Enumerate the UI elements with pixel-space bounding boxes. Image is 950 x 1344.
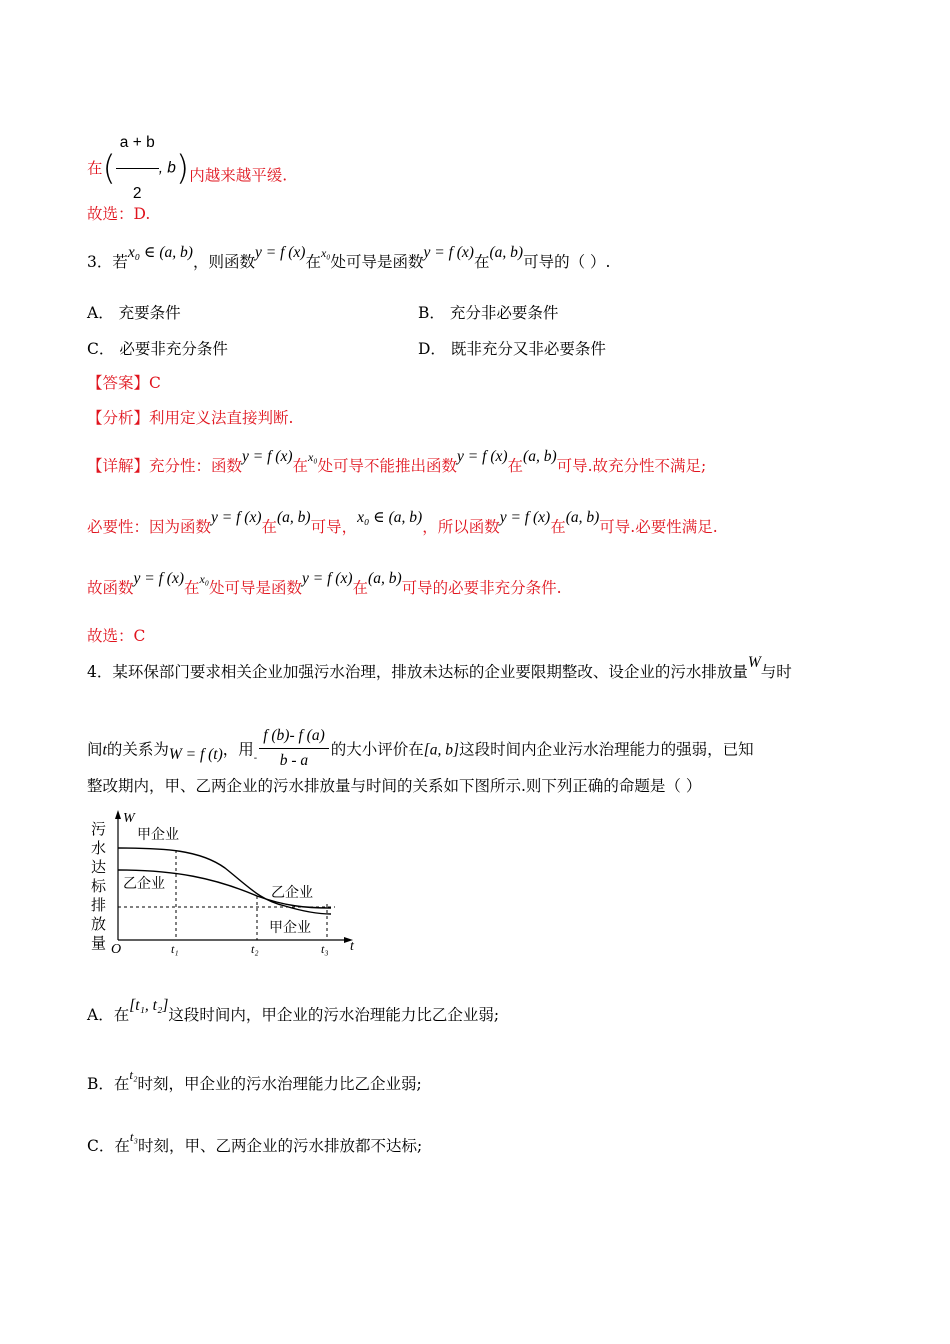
q4-w: W [747,654,761,671]
detail-2-ab-2: (a, b) [565,509,600,526]
text-then-function: ，则函数 [192,253,255,271]
detail-3-c: 处可导是函数 [209,579,303,597]
detail-3-a: 故函数 [87,579,134,597]
detail-2-e: 在 [550,518,566,536]
question-4-line-1 [87,654,792,683]
option-4c[interactable] [87,1129,423,1157]
rate-fraction [259,724,329,773]
option-a-label: A． [87,304,114,322]
detail-line-3 [87,570,562,599]
t2-label: t₂ [251,942,259,956]
option-c-text: 必要非充分条件 [119,340,228,358]
ylabel-char-4: 排 [91,898,107,914]
q4-relation: W = f (t) [168,745,223,763]
q4-text-2b: 的关系为 [106,740,169,759]
text-zai: 在 [87,159,103,178]
fraction-denominator: 2 [132,185,142,202]
detail-1-d: 在 [507,457,524,475]
option-c[interactable] [87,337,228,359]
ylabel-char-5: 放 [91,917,107,933]
q4-minus: - [253,752,258,764]
text-differentiable-at: 处可导是函数 [330,253,424,271]
answer-line [87,373,161,393]
jia-top-label: 甲企业 [137,828,179,843]
option-4b-t: t₂ [129,1067,138,1082]
answer-tag: 【答案】 [87,374,150,392]
q4-text-2d: 的大小评价在 [330,740,424,759]
yi-right-label: 乙企业 [271,886,313,901]
option-d-label: D． [418,340,446,358]
option-b[interactable] [418,301,558,323]
text-at-2: 在 [473,253,490,271]
ylabel-char-6: 量 [91,936,107,952]
detail-2-c: 可导， [310,518,358,536]
detail-1-ab: (a, b) [523,448,557,465]
option-a-text: 充要条件 [118,304,181,322]
option-c-label: C． [87,340,115,358]
option-a[interactable] [87,301,181,323]
detail-3-func: y = f (x) [133,570,184,587]
option-4b[interactable] [87,1067,422,1095]
detail-1-x0: x₀ [308,450,318,464]
q4-text-2a: 间 [87,740,103,759]
ylabel-char-1: 水 [91,841,107,857]
ylabel-char-0: 污 [91,822,107,838]
yi-left-label: 乙企业 [123,877,165,892]
condition-math: x₀ ∈ (a, b) [127,244,193,261]
detail-1-c: 处可导不能推出函数 [317,457,458,475]
detail-1-e: 可导.故充分性不满足; [556,457,707,475]
option-4a[interactable] [87,997,500,1026]
detail-3-d: 在 [352,579,369,597]
interval-rest: , b [158,159,176,177]
option-4c-t: t₃ [129,1129,139,1144]
q4-t: t [102,741,107,759]
question-3-stem [87,244,611,273]
option-d[interactable] [418,337,606,359]
option-4b-label: B．在 [87,1075,130,1093]
y-axis-label [91,821,107,952]
option-4b-text: 时刻，甲企业的污水治理能力比乙企业弱; [137,1075,422,1093]
ylabel-char-2: 达 [91,860,107,876]
detail-2-func: y = f (x) [211,509,262,526]
detail-3-e: 可导的必要非充分条件. [401,579,562,597]
analysis-tag: 【分析】 [87,409,150,427]
option-4c-label: C．在 [87,1137,130,1155]
detail-2-b: 在 [261,518,278,536]
detail-3-x0: x₀ [199,572,210,586]
detail-3-ab: (a, b) [368,570,402,587]
analysis-line [87,408,293,428]
origin-label: O [111,942,122,957]
detail-2-a: 必要性：因为函数 [87,518,212,536]
t3-label: t₃ [321,942,329,956]
detail-tag: 【详解】 [87,457,150,475]
right-paren: ) [175,148,190,189]
detail-line-2 [87,509,718,538]
fraction-numerator: a + b [116,118,159,169]
t-axis-label: t [350,939,354,954]
left-paren: ( [102,148,116,189]
option-4a-label: A．在 [87,1006,130,1024]
q4-text-1: 4．某环保部门要求相关企业加强污水治理，排放未达标的企业要限期整改、设企业的污水排放量 [87,663,748,681]
pollution-chart [85,808,370,958]
detail-2-cond: x₀ ∈ (a, b) [357,509,423,526]
detail-2-f: 可导.必要性满足. [599,518,718,536]
q4-ab: [a, b] [423,741,460,759]
option-4a-text: 这段时间内，甲企业的污水治理能力比乙企业弱; [168,1006,500,1024]
question-4-line-2 [87,726,754,775]
option-4a-interval: [t₁, t₂] [129,997,169,1014]
x0-math: x₀ [320,246,331,260]
detail-3-b: 在 [184,579,200,597]
function-math-2: y = f (x) [423,244,474,261]
rate-numerator: f (b)- f (a) [259,724,329,749]
t1-label: t₁ [171,942,179,956]
interval-math: (a, b) [489,244,524,261]
detail-1-func-2: y = f (x) [457,448,508,465]
q4-text-2c: ，用 [222,740,254,759]
question-number: 3． [87,253,113,271]
text-ruo: 若 [112,253,128,271]
option-b-label: B． [418,304,445,322]
ylabel-char-3: 标 [91,879,107,895]
function-math: y = f (x) [254,244,306,261]
detail-3-func-2: y = f (x) [302,570,353,587]
text-at: 在 [305,253,321,271]
flatter-text: 内越来越平缓. [189,166,288,185]
prev-answer: 故选：D. [87,205,151,223]
q4-text-1b: 与时 [760,663,792,681]
q4-text-2e: 这段时间内企业污水治理能力的强弱，已知 [459,740,754,759]
detail-1-b: 在 [292,457,309,475]
final-answer: 故选：C [87,627,146,645]
option-4c-text: 时刻，甲、乙两企业的污水排放都不达标; [138,1137,423,1155]
detail-2-ab: (a, b) [277,509,311,526]
rate-denominator: b - a [279,752,309,769]
detail-2-func-2: y = f (x) [499,509,551,526]
detail-1-func: y = f (x) [242,448,293,465]
text-differentiable-paren: 可导的（ ）. [523,253,611,271]
answer-value: C [149,374,161,392]
analysis-text: 利用定义法直接判断. [149,409,294,427]
option-d-text: 既非充分又非必要条件 [450,340,606,358]
detail-2-d: ，所以函数 [422,518,500,536]
w-label: W [123,811,135,826]
y-axis-arrow [115,810,121,819]
question-4-line-3: 整改期内，甲、乙两企业的污水排放量与时间的关系如下图所示.则下列正确的命题是（ ） [87,777,702,795]
jia-bottom-label: 甲企业 [269,921,311,936]
detail-1-a: 充分性：函数 [149,457,243,475]
option-b-text: 充分非必要条件 [449,304,559,322]
detail-line-1 [87,448,707,477]
